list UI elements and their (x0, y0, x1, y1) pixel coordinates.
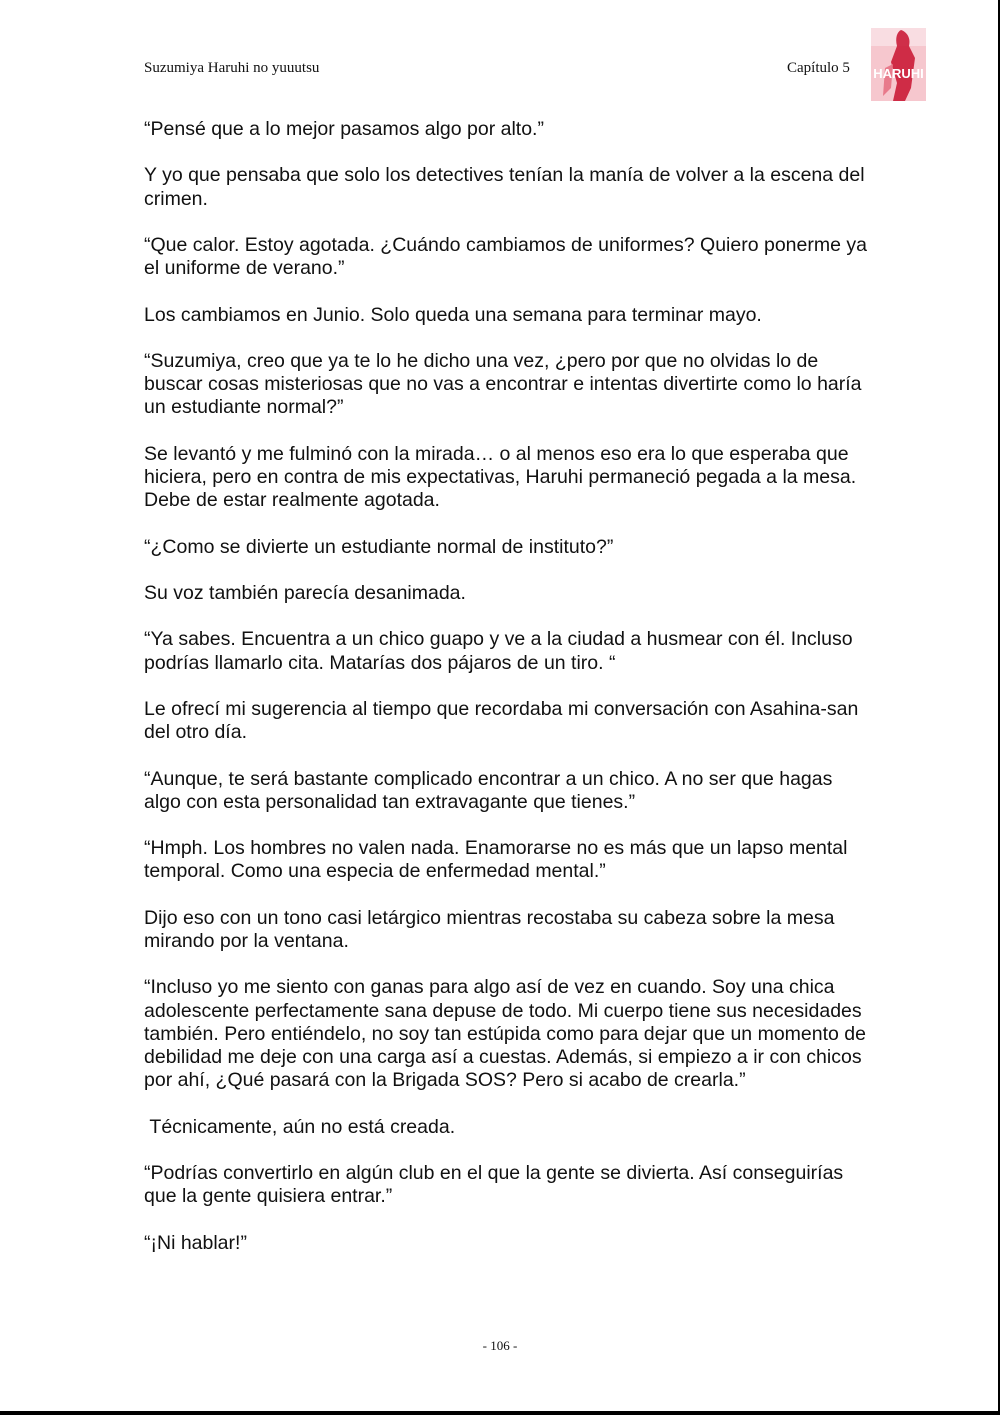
paragraph: “Ya sabes. Encuentra a un chico guapo y ve a la ciudad a husmear con él. Incluso podrías llamarlo cita. Matarías dos pájaros de un tiro. “ (144, 628, 853, 674)
chapter-label: Capítulo 5 (787, 60, 850, 76)
paragraph: “Podrías convertirlo en algún club en el que la gente se divierta. Así conseguirías que la gente quisiera entrar.” (144, 1161, 844, 1208)
paragraph: “Que calor. Estoy agotada. ¿Cuándo cambiamos de uniformes? Quiero ponerme ya el uniforme de verano.” (144, 233, 867, 280)
paragraph: Su voz también parecía desanimada. (144, 581, 466, 604)
paragraph: Se levantó y me fulminó con la mirada… o al menos eso era lo que esperaba que hiciera, pero en contra de mis expectativas, Haruhi permaneció pegada a la mesa. Debe de estar realmente agotada. (144, 442, 857, 512)
paragraph: “Pensé que a lo mejor pasamos algo por alto.” (144, 118, 544, 140)
paragraph: Técnicamente, aún no está creada. (144, 1115, 456, 1138)
paragraph: Los cambiamos en Junio. Solo queda una semana para terminar mayo. (144, 303, 762, 326)
paragraph: “Aunque, te será bastante complicado encontrar a un chico. A no ser que hagas algo con esta personalidad tan extravagante que tienes.” (144, 767, 833, 813)
page-number: - 106 - (482, 1338, 518, 1353)
book-title: Suzumiya Haruhi no yuuutsu (144, 60, 320, 76)
paragraph: Dijo eso con un tono casi letárgico mientras recostaba su cabeza sobre la mesa mirando por la ventana. (144, 906, 835, 952)
paragraph: “¿Como se divierte un estudiante normal de instituto?” (144, 535, 614, 558)
paragraph: “Suzumiya, creo que ya te lo he dicho una vez, ¿pero por que no olvidas lo de buscar cosas misteriosas que no vas a encontrar e intentas divertirte como lo haría un estudiante normal?” (144, 349, 862, 419)
haruhi-logo (871, 28, 926, 101)
paragraph: “Incluso yo me siento con ganas para algo así de vez en cuando. Soy una chica adolescente perfectamente sana depuse de todo. Mi cuerpo tiene sus necesidades también. Pero entiéndelo, no soy tan estúpida como para dejar que un momento de debilidad me deje con una carga así a cuestas. Además, si empiezo a ir con chicos por ahí, ¿Qué pasará con la Brigada SOS? Pero si acabo de crearla.” (144, 976, 866, 1092)
paragraph: Y yo que pensaba que solo los detectives tenían la manía de volver a la escena del crimen. (144, 164, 865, 210)
paragraph: “Hmph. Los hombres no valen nada. Enamorarse no es más que un lapso mental temporal. Como una especia de enfermedad mental.” (144, 837, 848, 883)
logo-text: HARUHI (873, 66, 924, 81)
paragraph: Le ofrecí mi sugerencia al tiempo que recordaba mi conversación con Asahina-san del otro día. (144, 697, 859, 744)
paragraph: “¡Ni hablar!” (144, 1231, 247, 1254)
body-text (144, 118, 869, 1278)
